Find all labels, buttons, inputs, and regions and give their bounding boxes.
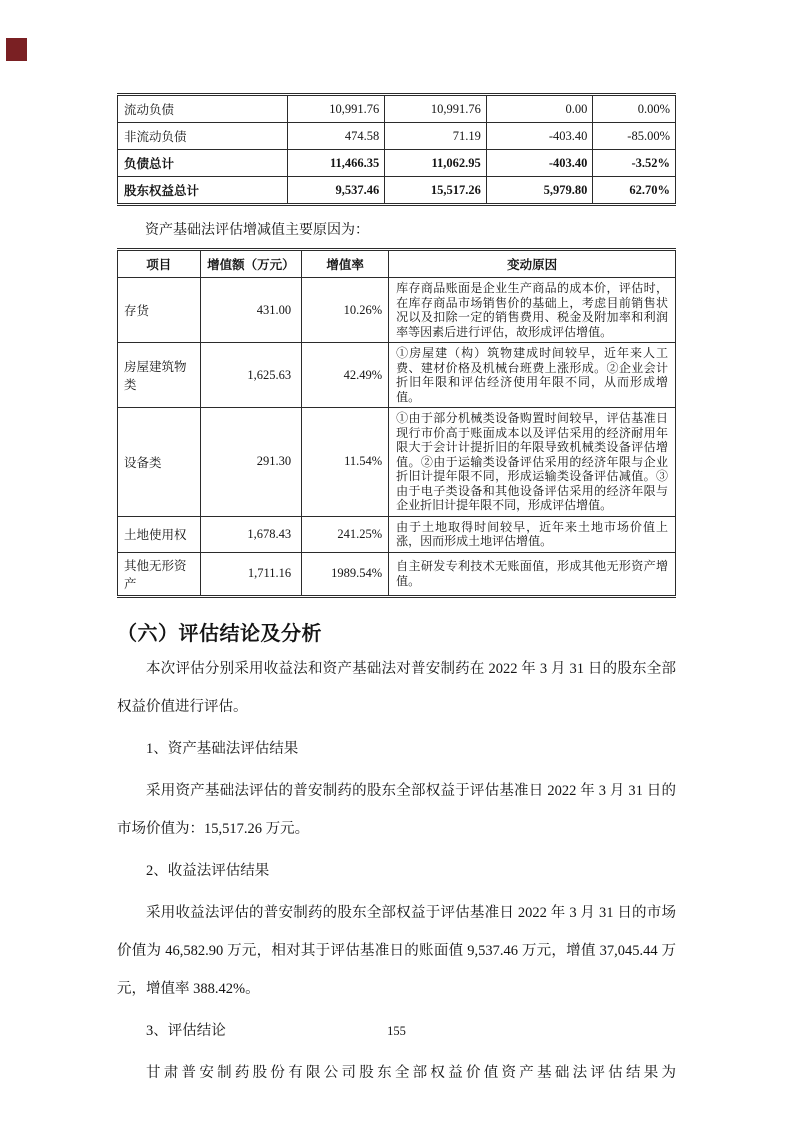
reason-cell: 由于土地取得时间较早，近年来土地市场价值上涨，因而形成土地评估增值。 bbox=[389, 516, 676, 552]
table-row-other-intangibles bbox=[118, 552, 676, 596]
reason-cell: 库存商品账面是企业生产商品的成本价，评估时，在库存商品市场销售价的基础上，考虑目前销售状况以及扣除一定的销售费用、税金及附加率和利润率等因素后进行评估，故形成评估增值。 bbox=[389, 278, 676, 343]
book-value-cell: 474.58 bbox=[287, 123, 385, 150]
item-cell: 设备类 bbox=[118, 408, 201, 517]
change-cell: 0.00 bbox=[486, 95, 593, 123]
row-label: 流动负债 bbox=[118, 95, 288, 123]
amount-cell: 1,711.16 bbox=[200, 552, 302, 596]
intro-sentence: 资产基础法评估增减值主要原因为： bbox=[145, 223, 369, 238]
row-label: 负债总计 bbox=[118, 150, 288, 177]
item-cell: 土地使用权 bbox=[118, 516, 201, 552]
table-row-total-liabilities bbox=[118, 150, 676, 177]
increment-reason-table bbox=[117, 248, 676, 598]
rate-cell: 62.70% bbox=[593, 177, 676, 205]
header-item: 项目 bbox=[118, 250, 201, 278]
reason-cell: 自主研发专利技术无账面值，形成其他无形资产增值。 bbox=[389, 552, 676, 596]
rate-cell: 11.54% bbox=[302, 408, 389, 517]
rate-cell: 10.26% bbox=[302, 278, 389, 343]
item-cell: 其他无形资产 bbox=[118, 552, 201, 596]
rate-cell: 1989.54% bbox=[302, 552, 389, 596]
item-cell: 存货 bbox=[118, 278, 201, 343]
table-row-buildings bbox=[118, 343, 676, 408]
rate-cell: 0.00% bbox=[593, 95, 676, 123]
table-row bbox=[118, 123, 676, 150]
red-stamp-marker bbox=[6, 38, 27, 61]
header-amount: 增值额（万元） bbox=[200, 250, 302, 278]
amount-cell: 1,625.63 bbox=[200, 343, 302, 408]
reason-cell: ①由于部分机械类设备购置时间较早，评估基准日现行市价高于账面成本以及评估采用的经济耐用年限大于会计计提折旧的年限导致机械类设备评估增值。②由于运输类设备评估采用的经济年限与企业折旧计提年限不同，形成运输类设备评估减值。③由于电子类设备和其他设备评估采用的经济年限与企业折旧计提年限不同，形成评估增值。 bbox=[389, 408, 676, 517]
item-cell: 房屋建筑物类 bbox=[118, 343, 201, 408]
table-row-equipment bbox=[118, 408, 676, 517]
table-row bbox=[118, 95, 676, 123]
rate-cell: -85.00% bbox=[593, 123, 676, 150]
amount-cell: 431.00 bbox=[200, 278, 302, 343]
change-cell: 5,979.80 bbox=[486, 177, 593, 205]
rate-cell: 42.49% bbox=[302, 343, 389, 408]
table-row-total-equity bbox=[118, 177, 676, 205]
subheading-conclusion: 3、评估结论 bbox=[146, 1022, 226, 1039]
header-rate: 增值率 bbox=[302, 250, 389, 278]
rate-cell: 241.25% bbox=[302, 516, 389, 552]
appraised-value-cell: 10,991.76 bbox=[385, 95, 487, 123]
book-value-cell: 9,537.46 bbox=[287, 177, 385, 205]
table-row-inventory bbox=[118, 278, 676, 343]
appraised-value-cell: 11,062.95 bbox=[385, 150, 487, 177]
table-row-land-use-right bbox=[118, 516, 676, 552]
paragraph-asset-based-result: 采用资产基础法评估的普安制药的股东全部权益于评估基准日 2022 年 3 月 31 日的市场价值为：15,517.26 万元。 bbox=[117, 782, 676, 837]
paragraph-conclusion: 甘肃普安制药股份有限公司股东全部权益价值资产基础法评估结果为 bbox=[146, 1064, 676, 1081]
change-cell: -403.40 bbox=[486, 123, 593, 150]
appraised-value-cell: 71.19 bbox=[385, 123, 487, 150]
liabilities-equity-table bbox=[117, 93, 676, 206]
rate-cell: -3.52% bbox=[593, 150, 676, 177]
reason-cell: ①房屋建（构）筑物建成时间较早，近年来人工费、建材价格及机械台班费上涨形成。②企业会计折旧年限和评估经济使用年限不同，从而形成增值。 bbox=[389, 343, 676, 408]
row-label: 股东权益总计 bbox=[118, 177, 288, 205]
row-label: 非流动负债 bbox=[118, 123, 288, 150]
table-header-row bbox=[118, 250, 676, 278]
book-value-cell: 11,466.35 bbox=[287, 150, 385, 177]
paragraph-income-approach-result: 采用收益法评估的普安制药的股东全部权益于评估基准日 2022 年 3 月 31 日的市场价值为 46,582.90 万元，相对其于评估基准日的账面值 9,537.46 万元，增值 37,045.44 万元，增值率 388.42%。 bbox=[117, 904, 676, 997]
amount-cell: 1,678.43 bbox=[200, 516, 302, 552]
subheading-income-approach-result: 2、收益法评估结果 bbox=[146, 862, 270, 879]
change-cell: -403.40 bbox=[486, 150, 593, 177]
header-reason: 变动原因 bbox=[389, 250, 676, 278]
amount-cell: 291.30 bbox=[200, 408, 302, 517]
page-number: 155 bbox=[387, 1024, 406, 1038]
subheading-asset-based-result: 1、资产基础法评估结果 bbox=[146, 740, 299, 757]
appraised-value-cell: 15,517.26 bbox=[385, 177, 487, 205]
section-heading: （六）评估结论及分析 bbox=[117, 622, 322, 645]
book-value-cell: 10,991.76 bbox=[287, 95, 385, 123]
paragraph-overview: 本次评估分别采用收益法和资产基础法对普安制药在 2022 年 3 月 31 日的股东全部权益价值进行评估。 bbox=[117, 660, 676, 715]
